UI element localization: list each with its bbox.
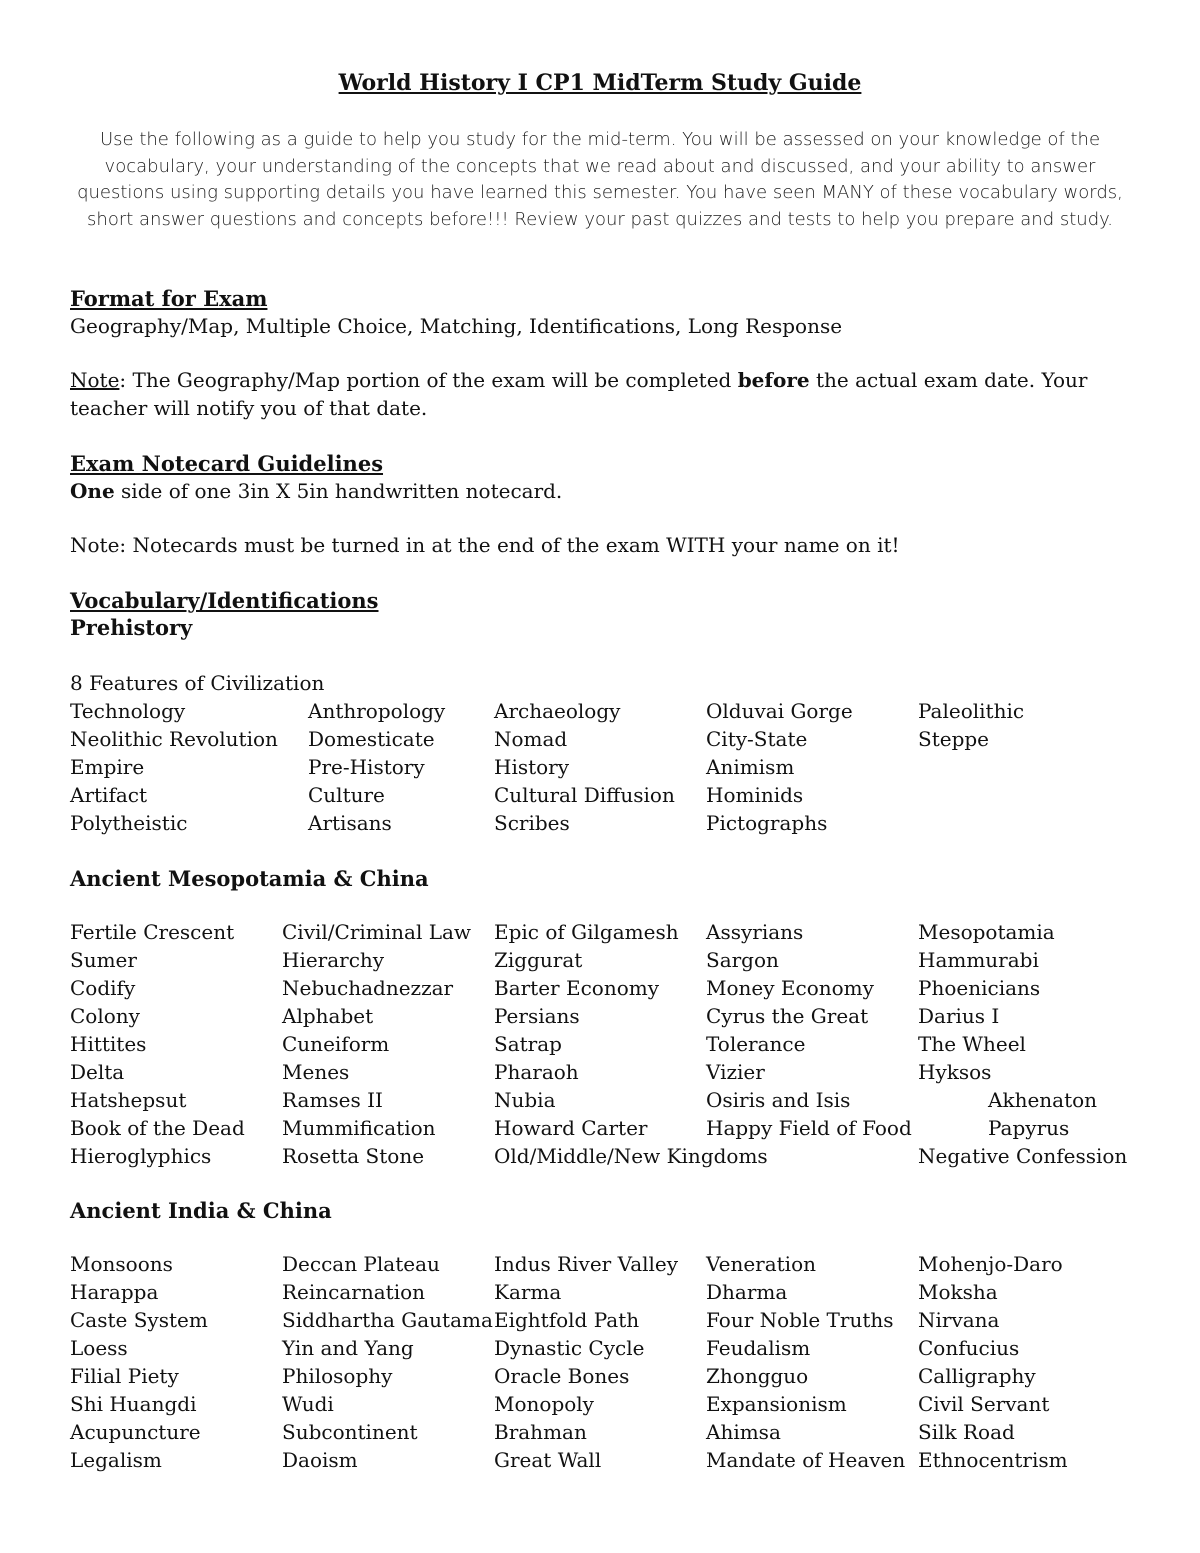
vocab-term: Olduvai Gorge — [706, 699, 853, 723]
vocab-term: Pictographs — [706, 811, 828, 835]
vocab-term: Daoism — [282, 1448, 358, 1472]
vocab-term: Indus River Valley — [494, 1252, 679, 1276]
vocab-term: Sargon — [706, 948, 779, 972]
vocab-term: The Wheel — [918, 1032, 1026, 1056]
prehistory-heading: Prehistory — [70, 615, 193, 640]
vocab-term: Hieroglyphics — [70, 1144, 212, 1168]
vocab-term: Karma — [494, 1280, 562, 1304]
vocab-term: Papyrus — [988, 1116, 1070, 1140]
vocab-term: Culture — [308, 783, 385, 807]
vocab-term: Satrap — [494, 1032, 562, 1056]
vocab-term: Steppe — [918, 727, 990, 751]
vocab-term: Nebuchadnezzar — [282, 976, 454, 1000]
vocab-term: Nomad — [494, 727, 568, 751]
vocab-term: Delta — [70, 1060, 125, 1084]
vocab-term: Cyrus the Great — [706, 1004, 869, 1028]
vocab-term: Assyrians — [706, 920, 804, 944]
vocab-term: Animism — [706, 755, 795, 779]
vocab-term: Sumer — [70, 948, 137, 972]
vocab-term: Empire — [70, 755, 145, 779]
notecard-bold: One — [70, 479, 115, 503]
vocab-term: Harappa — [70, 1280, 159, 1304]
vocab-term: Technology — [70, 699, 186, 723]
vocab-term: Eightfold Path — [494, 1308, 640, 1332]
vocab-term: Hammurabi — [918, 948, 1039, 972]
vocab-term: Anthropology — [308, 699, 446, 723]
vocab-term: Confucius — [918, 1336, 1020, 1360]
vocab-term: Brahman — [494, 1420, 587, 1444]
vocab-term: Osiris and Isis — [706, 1088, 851, 1112]
vocab-term: Archaeology — [494, 699, 621, 723]
vocab-term: Ethnocentrism — [918, 1448, 1068, 1472]
vocab-term: Cultural Diffusion — [494, 783, 675, 807]
vocab-term: Ahimsa — [706, 1420, 781, 1444]
vocab-term: Hittites — [70, 1032, 147, 1056]
vocab-term: Silk Road — [918, 1420, 1015, 1444]
vocab-term: City-State — [706, 727, 808, 751]
notecard-rest: side of one 3in X 5in handwritten notecard. — [114, 479, 563, 503]
vocab-term: Monsoons — [70, 1252, 173, 1276]
vocab-term: Hatshepsut — [70, 1088, 187, 1112]
vocab-term: Artifact — [70, 783, 148, 807]
vocab-term: Veneration — [706, 1252, 816, 1276]
vocab-term: Siddhartha Gautama — [282, 1308, 493, 1332]
vocab-term: Feudalism — [706, 1336, 811, 1360]
vocab-term: Howard Carter — [494, 1116, 648, 1140]
vocab-term: Four Noble Truths — [706, 1308, 894, 1332]
vocab-term: Acupuncture — [70, 1420, 201, 1444]
vocab-term: Scribes — [494, 811, 570, 835]
intro-paragraph: Use the following as a guide to help you study for the mid-term. You will be assessed on your knowledge of the vocabulary, your understanding of the concepts that we read about and discussed, and your ability to answer questions using supporting details you have learned this semester. You have seen MANY of these vocabulary words, short answer questions and concepts before!!! Review your past quizzes and tests to help you prepare and study. — [77, 129, 1123, 230]
vocab-term: Moksha — [918, 1280, 998, 1304]
vocab-term: Menes — [282, 1060, 350, 1084]
vocab-term: Dharma — [706, 1280, 788, 1304]
vocab-term: Great Wall — [494, 1448, 602, 1472]
vocab-term: Cuneiform — [282, 1032, 390, 1056]
vocab-term: Legalism — [70, 1448, 162, 1472]
vocab-term: Deccan Plateau — [282, 1252, 440, 1276]
vocab-term: Money Economy — [706, 976, 874, 1000]
prehistory-intro: 8 Features of Civilization — [70, 671, 325, 695]
vocab-term: Colony — [70, 1004, 140, 1028]
vocab-term: Oracle Bones — [494, 1364, 630, 1388]
vocab-term: Shi Huangdi — [70, 1392, 197, 1416]
vocab-term: Nubia — [494, 1088, 556, 1112]
vocab-term: Darius I — [918, 1004, 1000, 1028]
vocab-term: Neolithic Revolution — [70, 727, 278, 751]
vocab-term: Artisans — [308, 811, 392, 835]
format-heading: Format for Exam — [70, 286, 268, 311]
vocab-term: Civil/Criminal Law — [282, 920, 472, 944]
vocab-term: Polytheistic — [70, 811, 188, 835]
format-note-line2: teacher will notify you of that date. — [70, 396, 428, 420]
vocab-term: Domesticate — [308, 727, 435, 751]
vocab-term: Civil Servant — [918, 1392, 1050, 1416]
format-text: Geography/Map, Multiple Choice, Matching, Identifications, Long Response — [70, 314, 843, 338]
vocab-term: Hominids — [706, 783, 804, 807]
vocab-term: Tolerance — [706, 1032, 806, 1056]
vocab-term: Alphabet — [282, 1004, 374, 1028]
vocab-term: Subcontinent — [282, 1420, 418, 1444]
vocab-term: Epic of Gilgamesh — [494, 920, 679, 944]
page-title: World History I CP1 MidTerm Study Guide — [338, 70, 862, 96]
vocab-term: Expansionism — [706, 1392, 847, 1416]
vocab-term: Vizier — [706, 1060, 765, 1084]
vocab-term: Nirvana — [918, 1308, 1000, 1332]
vocab-term: Barter Economy — [494, 976, 659, 1000]
mesopotamia-heading: Ancient Mesopotamia & China — [70, 866, 429, 891]
vocab-term: Old/Middle/New Kingdoms — [494, 1144, 768, 1168]
vocab-term: Rosetta Stone — [282, 1144, 425, 1168]
vocab-term: Hierarchy — [282, 948, 385, 972]
vocab-term: Filial Piety — [70, 1364, 179, 1388]
vocab-term: History — [494, 755, 570, 779]
vocab-term: Book of the Dead — [70, 1116, 245, 1140]
vocab-term: Persians — [494, 1004, 580, 1028]
india-heading: Ancient India & China — [70, 1198, 332, 1223]
vocab-term: Mandate of Heaven — [706, 1448, 906, 1472]
vocab-term: Happy Field of Food — [706, 1116, 912, 1140]
vocab-term: Akhenaton — [988, 1088, 1098, 1112]
format-note — [70, 368, 1087, 392]
note-label: Note — [70, 368, 120, 392]
vocab-term: Mohenjo-Daro — [918, 1252, 1063, 1276]
vocab-term: Ramses II — [282, 1088, 383, 1112]
vocab-term: Philosophy — [282, 1364, 393, 1388]
vocab-term: Phoenicians — [918, 976, 1041, 1000]
vocab-term: Fertile Crescent — [70, 920, 235, 944]
vocab-term: Caste System — [70, 1308, 208, 1332]
vocab-term: Wudi — [282, 1392, 334, 1416]
vocab-term: Calligraphy — [918, 1364, 1036, 1388]
vocab-term: Codify — [70, 976, 136, 1000]
notecard-line — [70, 479, 562, 503]
note-bold: before — [737, 368, 810, 392]
notecard-heading: Exam Notecard Guidelines — [70, 451, 384, 476]
vocab-term: Mesopotamia — [918, 920, 1055, 944]
vocab-term: Ziggurat — [494, 948, 583, 972]
vocab-term: Mummification — [282, 1116, 436, 1140]
vocab-term: Pre-History — [308, 755, 425, 779]
notecard-note: Note: Notecards must be turned in at the end of the exam WITH your name on it! — [70, 533, 900, 557]
vocab-term: Pharaoh — [494, 1060, 579, 1084]
vocab-term: Yin and Yang — [282, 1336, 414, 1360]
vocab-term: Hyksos — [918, 1060, 992, 1084]
vocab-term: Reincarnation — [282, 1280, 426, 1304]
vocab-term: Loess — [70, 1336, 128, 1360]
note-part2: the actual exam date. Your — [809, 368, 1088, 392]
note-part1: : The Geography/Map portion of the exam will be completed — [119, 368, 738, 392]
vocab-term: Monopoly — [494, 1392, 594, 1416]
vocab-term: Paleolithic — [918, 699, 1025, 723]
vocab-heading: Vocabulary/Identifications — [70, 588, 379, 613]
vocab-term: Dynastic Cycle — [494, 1336, 645, 1360]
vocab-term: Zhongguo — [706, 1364, 809, 1388]
vocab-term: Negative Confession — [918, 1144, 1128, 1168]
